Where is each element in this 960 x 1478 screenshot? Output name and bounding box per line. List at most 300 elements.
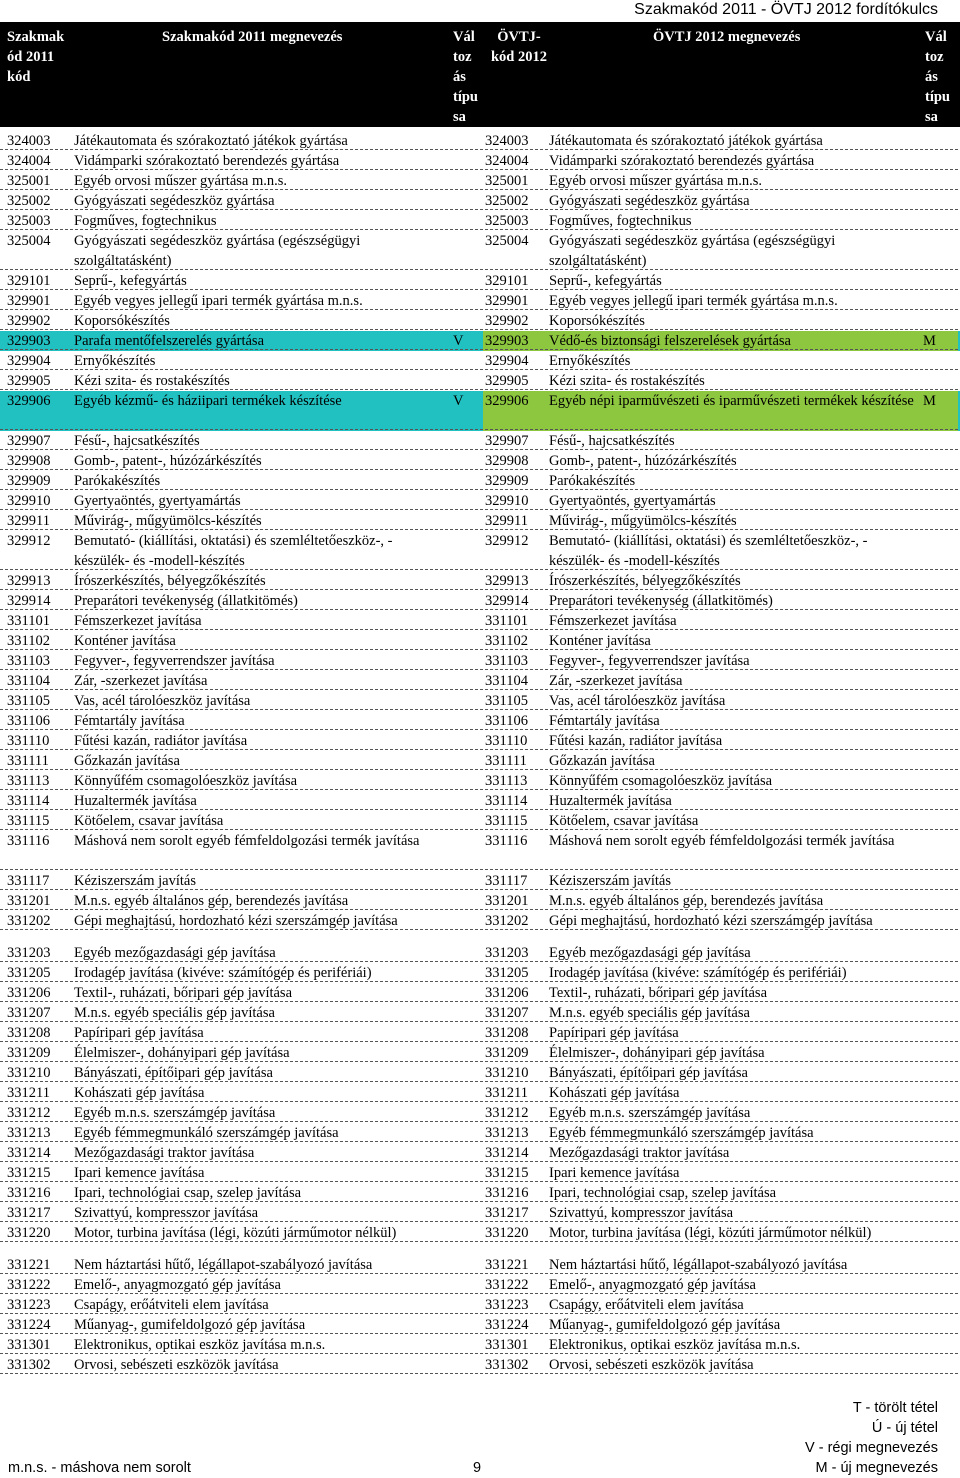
old-code-cell: 331114 [7, 793, 50, 809]
new-code-cell: 329910 [485, 493, 529, 509]
new-name-cell: Elektronikus, optikai eszköz javítása m.n.s. [549, 1337, 801, 1353]
new-name-cell: Élelmiszer-, dohányipari gép javítása [549, 1045, 765, 1061]
old-name-cell: Szivattyú, kompresszor javítása [74, 1205, 259, 1221]
table-row [0, 751, 960, 771]
new-change-cell [919, 1063, 958, 1083]
old-change-cell [447, 571, 483, 591]
old-code-cell: 331216 [7, 1185, 51, 1201]
table-row [0, 291, 960, 311]
new-code-cell: 331115 [485, 813, 528, 829]
header-new-name: ÖVTJ 2012 megnevezés [653, 29, 801, 45]
table-row [0, 1223, 960, 1243]
new-change-cell: M [919, 391, 958, 431]
old-code-cell: 331203 [7, 945, 51, 961]
new-name-cell: Ernyőkészítés [549, 353, 631, 369]
new-name-cell: Nem háztartási hűtő, légállapot-szabályozó javítása [549, 1257, 848, 1273]
old-change-cell [447, 371, 483, 391]
new-name-cell: Fogműves, fogtechnikus [549, 213, 692, 229]
old-code-cell: 331110 [7, 733, 50, 749]
old-name-cell: Zár, -szerkezet javítása [74, 673, 208, 689]
new-change-cell [919, 491, 958, 511]
new-name-cell: Seprű-, kefegyártás [549, 273, 662, 289]
old-code-cell: 329906 [7, 393, 51, 409]
new-name-cell: Gépi meghajtású, hordozható kézi szerszámgép javítása [549, 913, 873, 929]
old-name-cell: Papíripari gép javítása [74, 1025, 204, 1041]
new-code-cell: 331223 [485, 1297, 529, 1313]
old-name-cell: Vidámparki szórakoztató berendezés gyártása [74, 153, 340, 169]
old-change-cell [447, 1275, 483, 1295]
new-change-cell [919, 631, 958, 651]
header-change-type-new: Vál toz ás típu sa [925, 29, 950, 125]
old-change-cell [447, 983, 483, 1003]
legend-item: T - törölt tétel [852, 1400, 938, 1416]
old-code-cell: 331214 [7, 1145, 51, 1161]
new-name-cell: Írószerkészítés, bélyegzőkészítés [549, 573, 741, 589]
new-change-cell [919, 311, 958, 331]
old-code-cell: 331113 [7, 773, 50, 789]
new-name-cell: Védő-és biztonsági felszerelések gyártása [549, 331, 919, 351]
new-code-cell: 329101 [485, 273, 529, 289]
old-name-cell: Bányászati, építőipari gép javítása [74, 1065, 273, 1081]
old-code-cell: 329902 [7, 313, 51, 329]
old-code-cell: 331207 [7, 1005, 51, 1021]
old-change-cell: V [447, 331, 483, 351]
new-name-cell: Fémtartály javítása [549, 713, 660, 729]
table-row [0, 191, 960, 211]
old-code-cell: 331220 [7, 1225, 51, 1241]
table-row [0, 1183, 960, 1203]
old-code-cell: 331211 [7, 1085, 50, 1101]
old-code-cell: 329913 [7, 573, 51, 589]
old-change-cell [447, 651, 483, 671]
old-name-cell: Textil-, ruházati, bőripari gép javítása [74, 985, 293, 1001]
old-code-cell: 329912 [7, 533, 51, 549]
table-row [0, 891, 960, 911]
new-name-cell: M.n.s. egyéb általános gép, berendezés javítása [549, 893, 824, 909]
new-change-cell [919, 1223, 958, 1243]
table-row [0, 983, 960, 1003]
old-change-cell [447, 1255, 483, 1275]
new-code-cell: 331222 [485, 1277, 529, 1293]
table-row [0, 1063, 960, 1083]
new-name-cell: Egyéb m.n.s. szerszámgép javítása [549, 1105, 751, 1121]
old-name-cell: Gyertyaöntés, gyertyamártás [74, 493, 241, 509]
old-change-cell [447, 1103, 483, 1123]
new-name-cell: Mezőgazdasági traktor javítása [549, 1145, 730, 1161]
old-change-cell [447, 1203, 483, 1223]
new-change-cell [919, 1255, 958, 1275]
old-name-cell: Egyéb fémmegmunkáló szerszámgép javítása [74, 1125, 339, 1141]
old-change-cell [447, 471, 483, 491]
old-name-cell: Máshová nem sorolt egyéb fémfeldolgozási termék javítása [74, 833, 420, 849]
new-code-cell: 331111 [485, 753, 527, 769]
old-code-cell: 331106 [7, 713, 50, 729]
table-row [0, 531, 960, 571]
table-row [0, 311, 960, 331]
new-change-cell [919, 1143, 958, 1163]
new-name-cell: Gomb-, patent-, húzózárkészítés [549, 453, 737, 469]
new-change-cell [919, 1003, 958, 1023]
old-name-cell: Preparátori tevékenység (állatkitömés) [74, 593, 298, 609]
old-change-cell [447, 1163, 483, 1183]
old-name-cell: Parókakészítés [74, 473, 161, 489]
new-code-cell: 331201 [485, 893, 529, 909]
old-code-cell: 331302 [7, 1357, 51, 1373]
old-change-cell [447, 211, 483, 231]
new-name-cell: Parókakészítés [549, 473, 636, 489]
old-change-cell [447, 171, 483, 191]
table-row [0, 811, 960, 831]
old-code-cell: 331201 [7, 893, 51, 909]
new-code-cell: 325002 [485, 193, 529, 209]
new-name-cell: Kötőelem, csavar javítása [549, 813, 699, 829]
old-name-cell: Gőzkazán javítása [74, 753, 180, 769]
old-name-cell: Kohászati gép javítása [74, 1085, 205, 1101]
table-row [0, 911, 960, 931]
table-row [0, 331, 960, 351]
table-row [0, 451, 960, 471]
table-row [0, 491, 960, 511]
new-name-cell: Gőzkazán javítása [549, 753, 655, 769]
new-code-cell: 331211 [485, 1085, 528, 1101]
old-code-cell: 331215 [7, 1165, 51, 1181]
header-old-name: Szakmakód 2011 megnevezés [162, 29, 343, 45]
old-code-cell: 329905 [7, 373, 51, 389]
old-name-cell: Ernyőkészítés [74, 353, 156, 369]
old-code-cell: 329907 [7, 433, 51, 449]
old-code-cell: 331101 [7, 613, 50, 629]
old-change-cell [447, 531, 483, 571]
new-code-cell: 331116 [485, 833, 528, 849]
new-change-cell [919, 1163, 958, 1183]
new-name-cell: Bányászati, építőipari gép javítása [549, 1065, 748, 1081]
page-number: 9 [473, 1460, 482, 1476]
table-row [0, 571, 960, 591]
table-row [0, 731, 960, 751]
new-code-cell: 331102 [485, 633, 528, 649]
new-name-cell: Kézi szita- és rostakészítés [549, 373, 705, 389]
new-name-cell: Egyéb mezőgazdasági gép javítása [549, 945, 751, 961]
table-row [0, 1335, 960, 1355]
old-name-cell: Koporsókészítés [74, 313, 170, 329]
old-name-cell: Csapágy, erőátviteli elem javítása [74, 1297, 269, 1313]
new-change-cell [919, 983, 958, 1003]
old-change-cell [447, 191, 483, 211]
old-change-cell [447, 1083, 483, 1103]
table-row [0, 831, 960, 871]
old-change-cell [447, 791, 483, 811]
new-code-cell: 331302 [485, 1357, 529, 1373]
old-code-cell: 329911 [7, 513, 50, 529]
new-code-cell: 331104 [485, 673, 528, 689]
old-change-cell [447, 711, 483, 731]
table-row [0, 671, 960, 691]
new-change-cell [919, 291, 958, 311]
new-name-cell: M.n.s. egyéb speciális gép javítása [549, 1005, 750, 1021]
old-name-cell: M.n.s. egyéb általános gép, berendezés javítása [74, 893, 349, 909]
new-code-cell: 329905 [485, 373, 529, 389]
table-row [0, 631, 960, 651]
table-row [0, 1123, 960, 1143]
new-name-cell: Vas, acél tárolóeszköz javítása [549, 693, 726, 709]
header-new-code: ÖVTJ- kód 2012 [490, 29, 547, 65]
table-row [0, 1255, 960, 1275]
new-change-cell [919, 591, 958, 611]
table-row [0, 1143, 960, 1163]
new-code-cell: 329907 [485, 433, 529, 449]
table-row [0, 151, 960, 171]
old-code-cell: 329910 [7, 493, 51, 509]
new-change-cell [919, 211, 958, 231]
table-row [0, 231, 960, 271]
new-code-cell: 331114 [485, 793, 528, 809]
table-row [0, 1315, 960, 1335]
old-name-cell: Játékautomata és szórakoztató játékok gyártása [74, 133, 348, 149]
old-code-cell: 331115 [7, 813, 50, 829]
old-change-cell [447, 1043, 483, 1063]
new-change-cell [919, 431, 958, 451]
new-code-cell: 331212 [485, 1105, 529, 1121]
old-code-cell: 329903 [7, 333, 51, 349]
new-code-cell: 331301 [485, 1337, 529, 1353]
new-change-cell [919, 191, 958, 211]
old-name-cell: Konténer javítása [74, 633, 176, 649]
old-name-cell: Irodagép javítása (kivéve: számítógép és perifériái) [74, 965, 372, 981]
new-name-cell: Egyéb népi iparművészeti és iparművészeti termékek készítése [549, 391, 919, 431]
old-change-cell [447, 751, 483, 771]
new-name-cell: Emelő-, anyagmozgató gép javítása [549, 1277, 756, 1293]
new-code-cell: 331202 [485, 913, 529, 929]
old-code-cell: 331210 [7, 1065, 51, 1081]
new-code-cell: 331205 [485, 965, 529, 981]
old-change-cell [447, 311, 483, 331]
table-row [0, 1023, 960, 1043]
old-change-cell [447, 1123, 483, 1143]
legend-item: M - új megnevezés [815, 1460, 938, 1476]
table-row [0, 431, 960, 451]
old-name-cell: Gyógyászati segédeszköz gyártása [74, 193, 275, 209]
old-change-cell [447, 831, 483, 871]
new-code-cell: 329906 [483, 391, 549, 431]
old-change-cell [447, 1335, 483, 1355]
new-name-cell: Csapágy, erőátviteli elem javítása [549, 1297, 744, 1313]
new-name-cell: Műanyag-, gumifeldolgozó gép javítása [549, 1317, 781, 1333]
old-change-cell [447, 631, 483, 651]
new-code-cell: 331206 [485, 985, 529, 1001]
old-code-cell: 331117 [7, 873, 50, 889]
new-name-cell: Motor, turbina javítása (légi, közúti járműmotor nélkül) [549, 1225, 872, 1241]
new-name-cell: Máshová nem sorolt egyéb fémfeldolgozási termék javítása [549, 833, 895, 849]
new-code-cell: 329902 [485, 313, 529, 329]
new-name-cell: Huzaltermék javítása [549, 793, 672, 809]
table-row [0, 1275, 960, 1295]
new-name-cell: Preparátori tevékenység (állatkitömés) [549, 593, 773, 609]
table-row [0, 611, 960, 631]
new-name-cell: Játékautomata és szórakoztató játékok gyártása [549, 133, 823, 149]
old-name-cell: Írószerkészítés, bélyegzőkészítés [74, 573, 266, 589]
new-change-cell [919, 351, 958, 371]
old-change-cell [447, 731, 483, 751]
table-row [0, 471, 960, 491]
old-name-cell: Ipari, technológiai csap, szelep javítása [74, 1185, 302, 1201]
new-code-cell: 331221 [485, 1257, 529, 1273]
table-row [0, 271, 960, 291]
old-change-cell [447, 1143, 483, 1163]
table-row [0, 943, 960, 963]
new-code-cell: 331103 [485, 653, 528, 669]
legend-item: Ú - új tétel [871, 1420, 938, 1436]
table-row [0, 1083, 960, 1103]
new-code-cell: 331203 [485, 945, 529, 961]
new-code-cell: 331216 [485, 1185, 529, 1201]
new-change-cell [919, 691, 958, 711]
new-change-cell [919, 751, 958, 771]
new-change-cell [919, 871, 958, 891]
old-change-cell [447, 131, 483, 151]
new-change-cell [919, 731, 958, 751]
new-code-cell: 329914 [485, 593, 529, 609]
new-change-cell [919, 911, 958, 931]
header-change-type-old: Vál toz ás típu sa [453, 29, 478, 125]
old-name-cell: Ipari kemence javítása [74, 1165, 205, 1181]
table-row [0, 131, 960, 151]
new-change-cell [919, 791, 958, 811]
header-old-code: Szakmak ód 2011 kód [7, 29, 65, 85]
old-code-cell: 329909 [7, 473, 51, 489]
old-name-cell: Élelmiszer-, dohányipari gép javítása [74, 1045, 290, 1061]
new-name-cell: Vidámparki szórakoztató berendezés gyártása [549, 153, 815, 169]
table-row [0, 391, 960, 431]
new-change-cell [919, 471, 958, 491]
table-row [0, 963, 960, 983]
old-name-cell: Egyéb orvosi műszer gyártása m.n.s. [74, 173, 288, 189]
old-change-cell [447, 871, 483, 891]
old-change-cell [447, 1183, 483, 1203]
old-name-cell: Egyéb mezőgazdasági gép javítása [74, 945, 276, 961]
old-code-cell: 331111 [7, 753, 49, 769]
new-code-cell: 331101 [485, 613, 528, 629]
new-change-cell [919, 1183, 958, 1203]
new-code-cell: 331215 [485, 1165, 529, 1181]
new-code-cell: 331113 [485, 773, 528, 789]
old-code-cell: 331212 [7, 1105, 51, 1121]
old-name-cell: Egyéb vegyes jellegű ipari termék gyártása m.n.s. [74, 293, 363, 309]
new-change-cell [919, 131, 958, 151]
old-name-cell: Gépi meghajtású, hordozható kézi szerszámgép javítása [74, 913, 398, 929]
new-name-cell: Konténer javítása [549, 633, 651, 649]
old-name-cell: Egyéb kézmű- és háziipari termékek készítése [74, 393, 342, 409]
old-name-cell: Művirág-, műgyümölcs-készítés [74, 513, 262, 529]
old-change-cell [447, 691, 483, 711]
new-change-cell [919, 1123, 958, 1143]
old-change-cell [447, 1315, 483, 1335]
table-row [0, 1103, 960, 1123]
new-change-cell [919, 671, 958, 691]
old-code-cell: 331217 [7, 1205, 51, 1221]
new-change-cell [919, 943, 958, 963]
old-code-cell: 324004 [7, 153, 51, 169]
legend [805, 1398, 938, 1478]
old-code-cell: 331224 [7, 1317, 51, 1333]
old-name-cell: Seprű-, kefegyártás [74, 273, 187, 289]
new-change-cell [919, 511, 958, 531]
old-code-cell: 331102 [7, 633, 50, 649]
old-change-cell [447, 1003, 483, 1023]
old-name-cell: Bemutató- (kiállítási, oktatási) és szemléltetőeszköz-, -készülék- és -modell-készítés [74, 533, 393, 569]
new-name-cell: Zár, -szerkezet javítása [549, 673, 683, 689]
old-name-cell: Elektronikus, optikai eszköz javítása m.n.s. [74, 1337, 326, 1353]
old-code-cell: 331104 [7, 673, 50, 689]
new-code-cell: 331213 [485, 1125, 529, 1141]
old-name-cell: Huzaltermék javítása [74, 793, 197, 809]
old-change-cell [447, 963, 483, 983]
old-change-cell [447, 943, 483, 963]
old-code-cell: 325002 [7, 193, 51, 209]
new-code-cell: 331210 [485, 1065, 529, 1081]
new-name-cell: Gyógyászati segédeszköz gyártása (egészségügyi szolgáltatásként) [549, 233, 836, 269]
old-code-cell: 331208 [7, 1025, 51, 1041]
new-change-cell [919, 371, 958, 391]
new-name-cell: Ipari, technológiai csap, szelep javítása [549, 1185, 777, 1201]
new-change-cell [919, 151, 958, 171]
old-change-cell [447, 1295, 483, 1315]
old-code-cell: 329904 [7, 353, 51, 369]
table-row [0, 791, 960, 811]
old-change-cell [447, 231, 483, 271]
new-code-cell: 329901 [485, 293, 529, 309]
new-code-cell: 329909 [485, 473, 529, 489]
new-code-cell: 325001 [485, 173, 529, 189]
old-code-cell: 325004 [7, 233, 51, 249]
old-code-cell: 331206 [7, 985, 51, 1001]
new-code-cell: 329911 [485, 513, 528, 529]
old-change-cell [447, 271, 483, 291]
new-change-cell [919, 651, 958, 671]
old-change-cell [447, 1063, 483, 1083]
old-name-cell: Fogműves, fogtechnikus [74, 213, 217, 229]
new-change-cell [919, 531, 958, 571]
new-change-cell [919, 1275, 958, 1295]
new-name-cell: Fegyver-, fegyverrendszer javítása [549, 653, 750, 669]
old-name-cell: Mezőgazdasági traktor javítása [74, 1145, 255, 1161]
new-name-cell: Orvosi, sebészeti eszközök javítása [549, 1357, 754, 1373]
new-name-cell: Művirág-, műgyümölcs-készítés [549, 513, 737, 529]
new-change-cell [919, 1355, 958, 1375]
old-name-cell: Gomb-, patent-, húzózárkészítés [74, 453, 262, 469]
new-code-cell: 329913 [485, 573, 529, 589]
table-row [0, 1355, 960, 1375]
new-change-cell [919, 571, 958, 591]
old-code-cell: 329914 [7, 593, 51, 609]
old-code-cell: 329101 [7, 273, 51, 289]
old-code-cell: 329908 [7, 453, 51, 469]
new-code-cell: 331209 [485, 1045, 529, 1061]
new-name-cell: Gyógyászati segédeszköz gyártása [549, 193, 750, 209]
old-name-cell: Fésű-, hajcsatkészítés [74, 433, 200, 449]
new-code-cell: 331105 [485, 693, 528, 709]
old-name-cell: Fegyver-, fegyverrendszer javítása [74, 653, 275, 669]
new-change-cell: M [919, 331, 958, 351]
new-change-cell [919, 963, 958, 983]
old-code-cell: 325003 [7, 213, 51, 229]
old-code-cell: 329901 [7, 293, 51, 309]
new-code-cell: 331208 [485, 1025, 529, 1041]
table-row [0, 351, 960, 371]
old-code-cell: 331202 [7, 913, 51, 929]
old-change-cell [447, 491, 483, 511]
new-change-cell [919, 771, 958, 791]
table-row [0, 871, 960, 891]
